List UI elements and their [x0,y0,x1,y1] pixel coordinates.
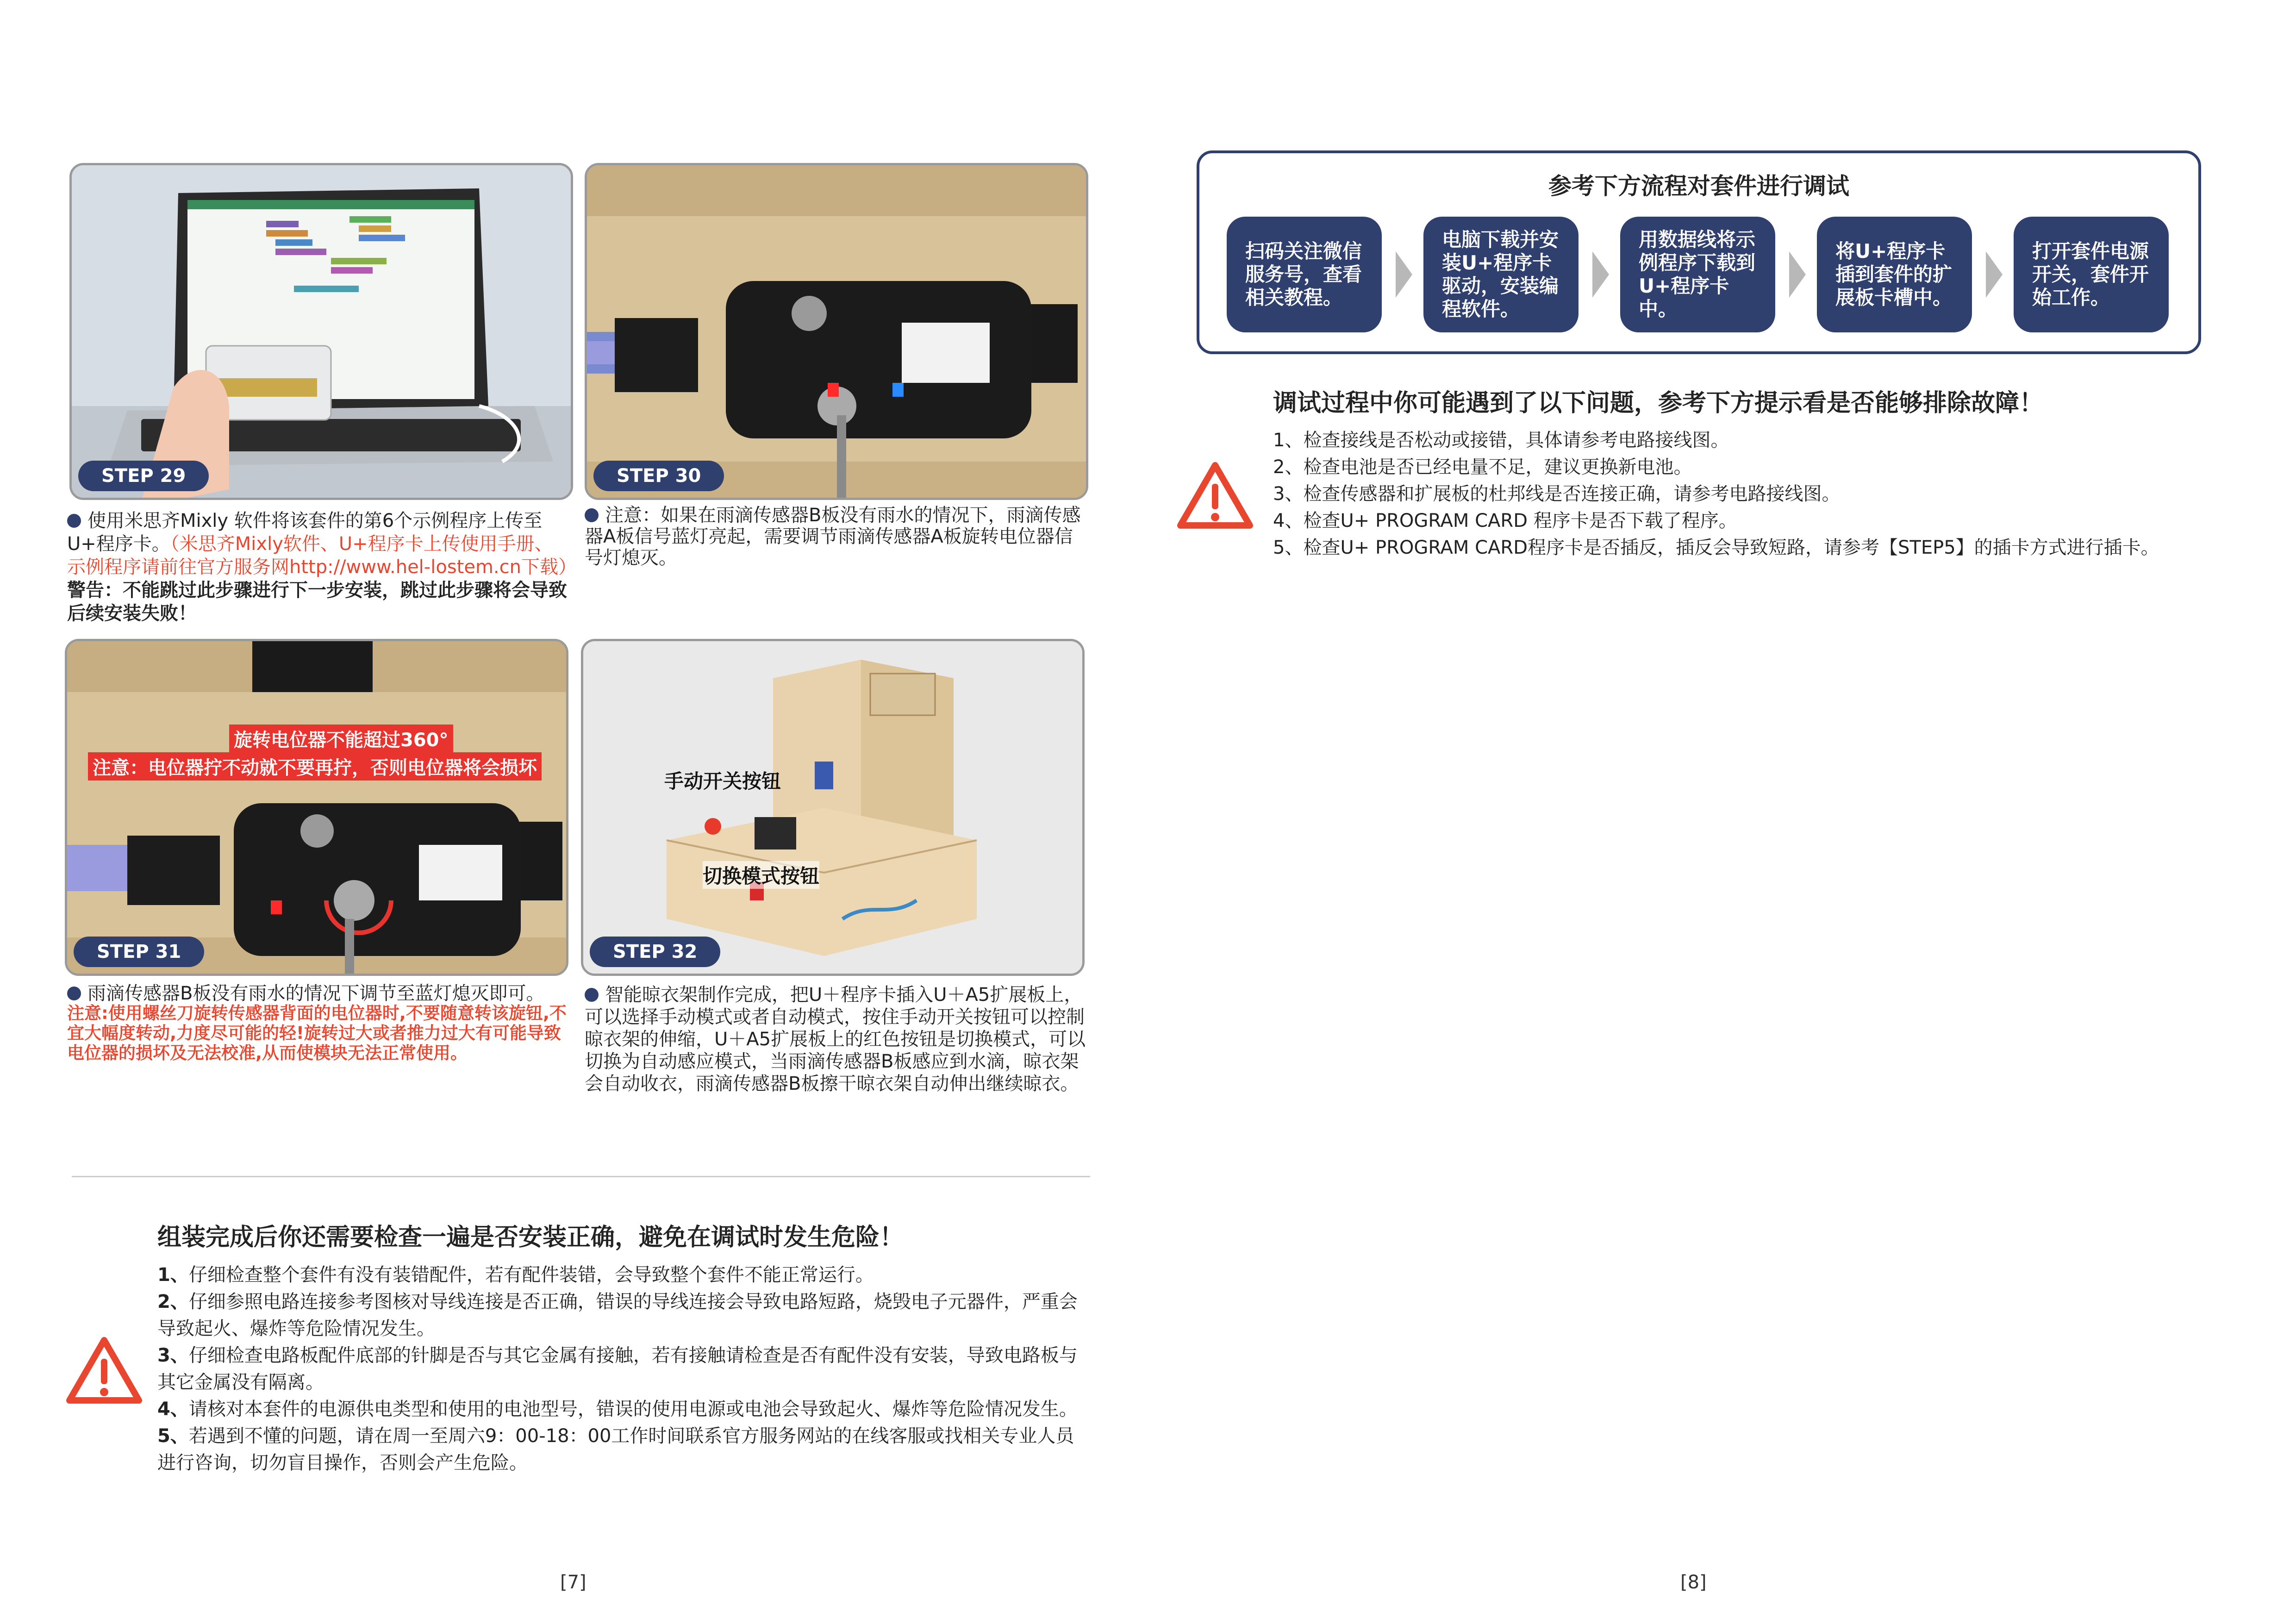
warning-icon [1176,461,1254,530]
check-item-number: 3、 [157,1345,189,1366]
section-divider [72,1176,1090,1177]
chevron-right-icon [1592,251,1609,298]
trouble-item: 2、检查电池是否已经电量不足，建议更换新电池。 [1273,456,1692,478]
flow-step-3: 用数据线将示例程序下载到U+程序卡中。 [1620,217,1775,332]
step29-photo [69,163,573,500]
check-item [157,1262,1092,1288]
flow-step-5: 打开套件电源开关，套件开始工作。 [2014,217,2169,332]
check-item-number: 5、 [157,1425,189,1447]
check-item-text: 仔细检查电路板配件底部的针脚是否与其它金属有接触，若有接触请检查是否有配件没有安装，导致电路板与其它金属没有隔离。 [157,1345,1078,1393]
step31-overlay-1: 旋转电位器不能超过360° [229,725,453,753]
step32-photo [581,639,1085,976]
step31-text: 雨滴传感器B板没有雨水的情况下调节至蓝灯熄灭即可。 [87,983,545,1004]
step31-caption [67,984,569,1063]
clothes-rack-illustration [583,641,1085,976]
step29-red-note: （米思齐Mixly软件、U+程序卡上传使用手册、示例程序请前往官方服务网http://www.hel-lostem.cn下载） [67,533,577,578]
step29-badge: STEP 29 [78,461,209,491]
bullet-icon [67,514,81,528]
potentiometer-illustration [67,641,568,976]
trouble-item: 3、检查传感器和扩展板的杜邦线是否连接正确，请参考电路接线图。 [1273,483,1841,505]
step31-badge: STEP 31 [74,937,204,967]
check-item [157,1396,1092,1423]
check-item [157,1423,1092,1476]
check-item-text: 若遇到不懂的问题，请在周一至周六9：00-18：00工作时间联系官方服务网站的在线客服或找相关专业人员进行咨询，切勿盲目操作，否则会产生危险。 [157,1425,1074,1474]
bullet-icon [67,987,81,1000]
flow-title: 参考下方流程对套件进行调试 [1548,173,1849,200]
chevron-right-icon [1396,251,1412,298]
step32-text: 智能晾衣架制作完成，把U＋程序卡插入U＋A5扩展板上，可以选择手动模式或者自动模式，按住手动开关按钮可以控制晾衣架的伸缩，U＋A5扩展板上的红色按钮是切换模式，可以切换为自动感应模式，当雨滴传感器B板感应到水滴，晾衣架会自动收衣，雨滴传感器B板擦干晾衣架自动伸出继续晾衣。 [585,984,1086,1094]
check-item-number: 1、 [157,1264,189,1286]
trouble-item: 5、检查U+ PROGRAM CARD程序卡是否插反，插反会导致短路，请参考【STEP5】的插卡方式进行插卡。 [1273,537,2159,558]
check-item-number: 2、 [157,1291,189,1312]
check-item [157,1342,1092,1396]
chevron-right-icon [1986,251,2003,298]
bullet-icon [585,508,599,522]
trouble-item: 1、检查接线是否松动或接错，具体请参考电路接线图。 [1273,430,1729,451]
warning-icon [65,1336,144,1405]
check-list [157,1262,1092,1476]
step32-caption [585,984,1087,1095]
laptop-illustration [72,165,573,500]
check-title: 组装完成后你还需要检查一遍是否安装正确，避免在调试时发生危险！ [157,1224,904,1251]
step30-badge: STEP 30 [593,461,724,491]
step30-caption [585,505,1087,568]
label-manual-switch: 手动开关按钮 [664,770,781,793]
check-item-text: 仔细检查整个套件有没有装错配件，若有配件装错，会导致整个套件不能正常运行。 [188,1264,874,1286]
trouble-title: 调试过程中你可能遇到了以下问题，参考下方提示看是否能够排除故障！ [1273,389,2044,417]
flow-step-1: 扫码关注微信服务号，查看相关教程。 [1227,217,1382,332]
check-item-text: 仔细参照电路连接参考图核对导线连接是否正确，错误的导线连接会导致电路短路，烧毁电子元器件，严重会导致起火、爆炸等危险情况发生。 [157,1291,1078,1339]
check-item-number: 4、 [157,1399,189,1420]
step31-photo [65,639,568,976]
sensor-board-illustration [587,165,1088,500]
step29-caption [67,509,577,625]
label-mode-switch: 切换模式按钮 [703,861,819,889]
trouble-item: 4、检查U+ PROGRAM CARD 程序卡是否下载了程序。 [1273,510,1737,531]
page-number-right: [8] [1680,1572,1707,1593]
step31-overlay-2: 注意：电位器拧不动就不要再拧，否则电位器将会损坏 [88,752,542,781]
flow-step-2: 电脑下载并安装U+程序卡驱动，安装编程软件。 [1423,217,1578,332]
bullet-icon [585,988,599,1002]
page-number-left: [7] [560,1572,586,1593]
step32-badge: STEP 32 [590,937,720,967]
check-item [157,1288,1092,1342]
flow-step-4: 将U+程序卡插到套件的扩展板卡槽中。 [1817,217,1972,332]
step30-photo [585,163,1088,500]
chevron-right-icon [1789,251,1806,298]
step29-text: 使用米思齐Mixly 软件将该套件的第6个示例程序上传至U+程序卡。 [67,510,543,555]
step29-warning: 警告：不能跳过此步骤进行下一步安装，跳过此步骤将会导致后续安装失败！ [67,580,567,624]
check-item-text: 请核对本套件的电源供电类型和使用的电池型号，错误的使用电源或电池会导致起火、爆炸等危险情况发生。 [188,1399,1078,1420]
step31-red-note: 注意:使用螺丝刀旋转传感器背面的电位器时,不要随意转该旋钮,不宜大幅度转动,力度尽可能的轻!旋转过大或者推力过大有可能导致电位器的损坏及无法校准,从而使模块无法正常使用。 [67,1003,567,1063]
step30-text: 注意：如果在雨滴传感器B板没有雨水的情况下，雨滴传感器A板信号蓝灯亮起，需要调节雨滴传感器A板旋转电位器信号灯熄灭。 [585,505,1081,568]
